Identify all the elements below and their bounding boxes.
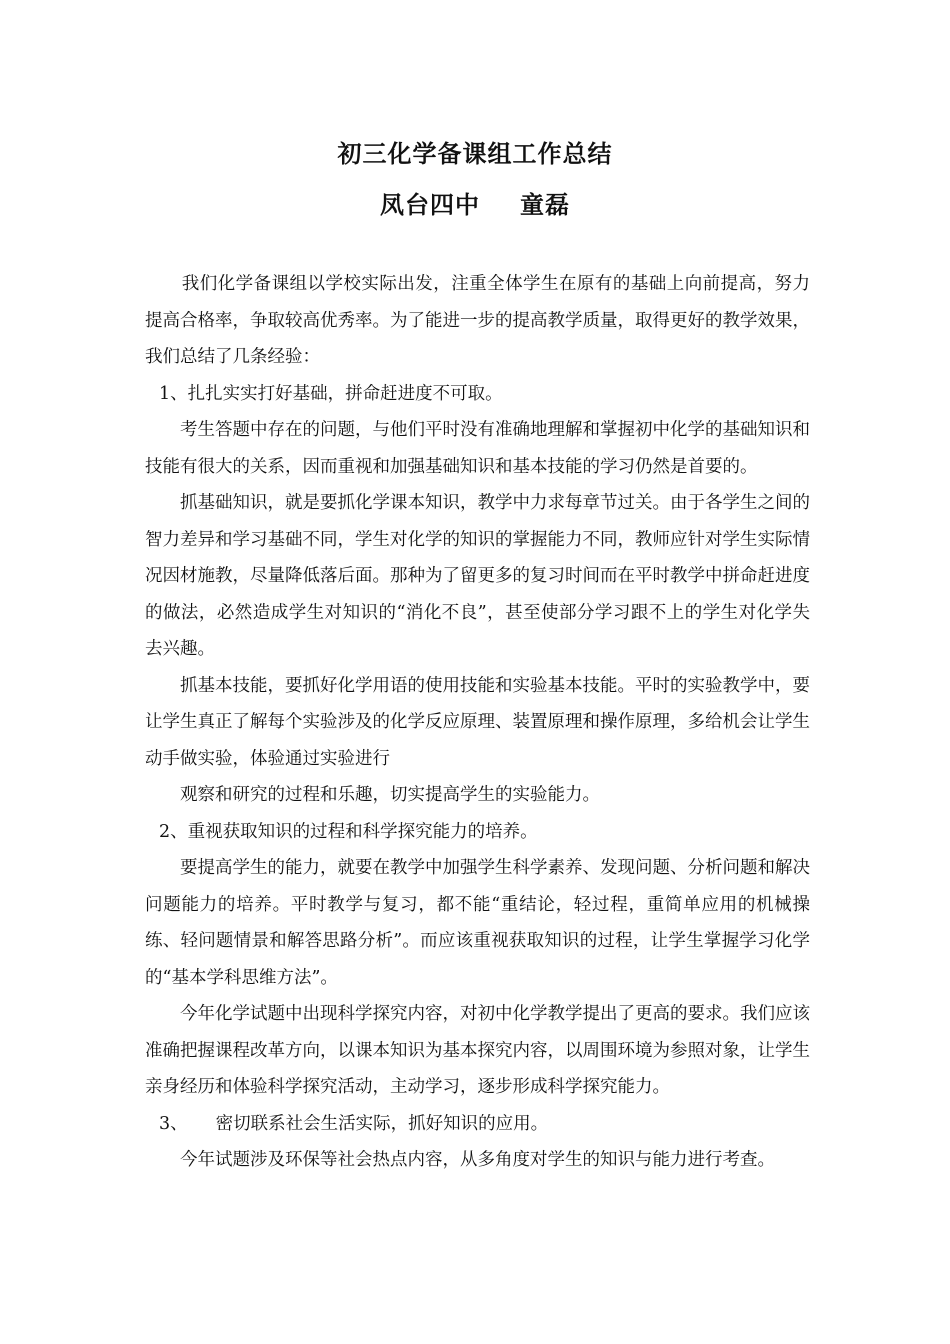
paragraph-5: 今年化学试题中出现科学探究内容，对初中化学教学提出了更高的要求。我们应该准确把握课程改革方向，以课本知识为基本探究内容，以周围环境为参照对象，让学生亲身经历和体验科学探究活动，主动学习，逐步形成科学探究能力。	[145, 1004, 810, 1097]
section-number-3: 3、	[159, 1113, 188, 1134]
section-heading-2: 2、重视获取知识的过程和科学探究能力的培养。	[159, 821, 538, 842]
author-line	[0, 185, 950, 220]
document-body	[145, 266, 810, 1179]
section-heading-3	[145, 1106, 810, 1143]
paragraph-3: 抓基本技能，要抓好化学用语的使用技能和实验基本技能。平时的实验教学中，要让学生真正了解每个实验涉及的化学反应原理、装置原理和操作原理，多给机会让学生动手做实验，体验通过实验进行	[145, 675, 810, 769]
paragraph-4: 要提高学生的能力，就要在教学中加强学生科学素养、发现问题、分析问题和解决问题能力的培养。平时教学与复习，都不能“重结论，轻过程，重简单应用的机械操练、轻问题情景和解答思路分析”。而应该重视获取知识的过程，让学生掌握学习化学的“基本学科思维方法”。	[145, 858, 810, 988]
author-school: 凤台四中	[380, 190, 480, 219]
paragraph-2: 抓基础知识，就是要抓化学课本知识，教学中力求每章节过关。由于各学生之间的智力差异和学习基础不同，学生对化学的知识的掌握能力不同，教师应针对学生实际情况因材施教，尽量降低落后面。那种为了留更多的复习时间而在平时教学中拼命赶进度的做法，必然造成学生对知识的“消化不良”，甚至使部分学习跟不上的学生对化学失去兴趣。	[145, 493, 810, 659]
author-name: 童磊	[520, 190, 570, 219]
section-heading-3-text: 密切联系社会生活实际，抓好知识的应用。	[215, 1113, 549, 1134]
paragraph-6: 今年试题涉及环保等社会热点内容，从多角度对学生的知识与能力进行考查。	[180, 1150, 775, 1170]
document-title: 初三化学备课组工作总结	[337, 139, 613, 168]
intro-paragraph: 我们化学备课组以学校实际出发，注重全体学生在原有的基础上向前提高，努力提高合格率，争取较高优秀率。为了能进一步的提高教学质量，取得更好的教学效果，我们总结了几条经验：	[145, 274, 810, 367]
paragraph-3-continued: 观察和研究的过程和乐趣，切实提高学生的实验能力。	[180, 785, 600, 805]
paragraph-1: 考生答题中存在的问题，与他们平时没有准确地理解和掌握初中化学的基础知识和技能有很大的关系，因而重视和加强基础知识和基本技能的学习仍然是首要的。	[145, 420, 810, 477]
section-heading-1: 1、扎扎实实打好基础，拼命赶进度不可取。	[159, 383, 503, 404]
